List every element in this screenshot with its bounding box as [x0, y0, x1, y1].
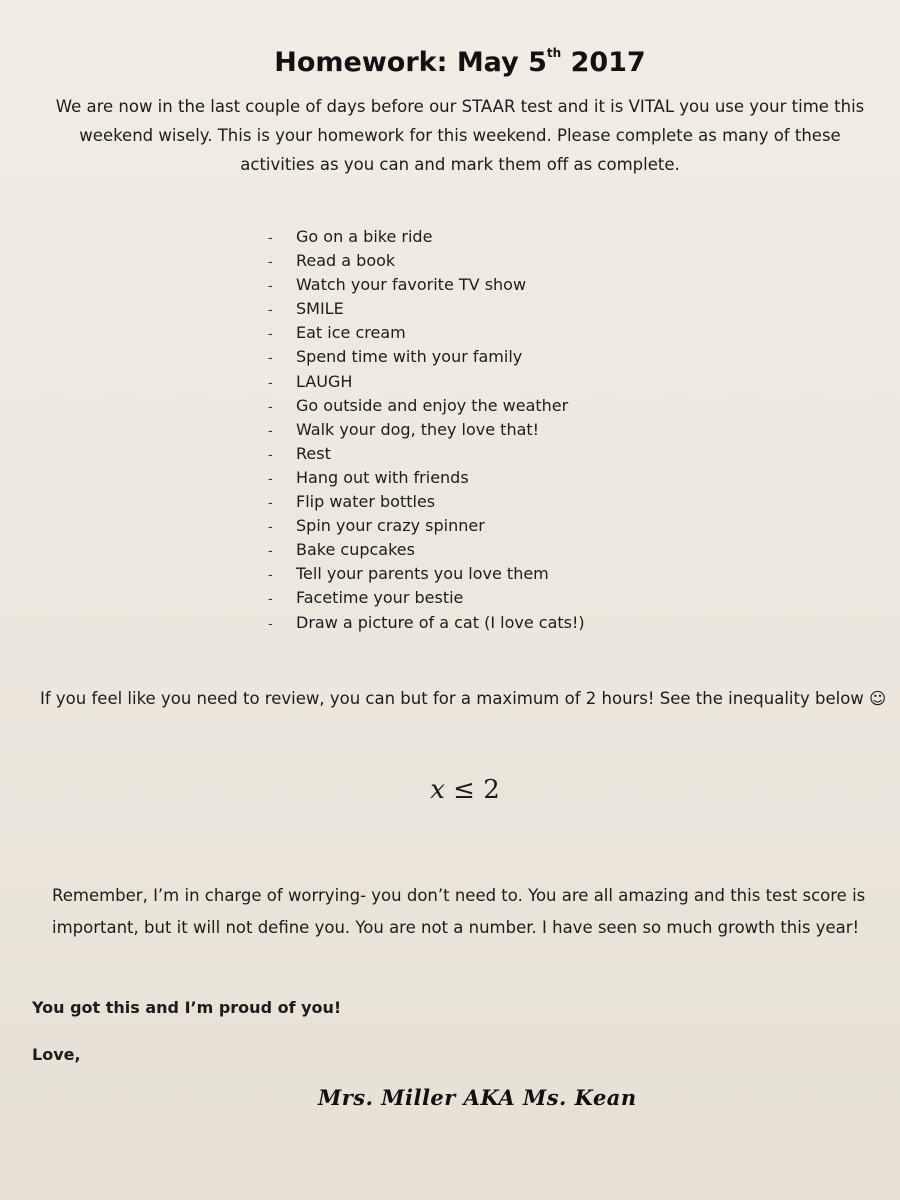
activity-item — [268, 297, 585, 321]
activity-label: Watch your favorite TV show — [296, 275, 527, 295]
bullet-dash: - — [268, 520, 273, 536]
activity-item — [268, 466, 585, 490]
activity-list — [268, 225, 585, 635]
bullet-dash: - — [268, 544, 273, 560]
activity-item — [268, 514, 585, 538]
activity-label: Go on a bike ride — [296, 227, 433, 246]
activity-label: Draw a picture of a cat (I love cats!) — [296, 612, 585, 632]
activity-item — [268, 562, 585, 586]
bullet-dash: - — [268, 375, 273, 391]
activity-label: Facetime your bestie — [296, 588, 464, 608]
bullet-dash: - — [268, 303, 273, 319]
activity-item — [268, 370, 585, 394]
activity-item — [268, 442, 585, 466]
bullet-dash: - — [268, 447, 273, 463]
activity-label: Read a book — [296, 251, 396, 271]
bullet-dash: - — [268, 496, 273, 512]
inequality-variable: x — [430, 775, 445, 805]
bullet-dash: - — [268, 399, 273, 415]
activity-item — [268, 321, 585, 345]
signature: Mrs. Miller AKA Ms. Kean — [318, 1085, 637, 1110]
activity-item — [268, 586, 585, 610]
activity-label: Rest — [296, 443, 331, 463]
activity-label: Go outside and enjoy the weather — [296, 395, 569, 415]
title-ordinal-suffix: th — [546, 46, 562, 60]
activity-label: Spin your crazy spinner — [296, 516, 485, 536]
activity-label: Flip water bottles — [296, 492, 436, 512]
activity-label: LAUGH — [296, 371, 353, 391]
activity-item — [268, 225, 585, 249]
review-note: If you feel like you need to review, you can but for a maximum of 2 hours! See the inequality below ☺ — [40, 689, 887, 708]
bullet-dash: - — [268, 592, 273, 608]
bullet-dash: - — [268, 423, 273, 439]
bullet-dash: - — [268, 327, 273, 343]
proud-statement: You got this and I’m proud of you! — [32, 998, 342, 1017]
activity-label: Tell your parents you love them — [296, 564, 549, 584]
activity-item — [268, 538, 585, 562]
closing-paragraph — [52, 880, 900, 944]
activity-item — [268, 345, 585, 369]
love-salutation: Love, — [32, 1045, 81, 1064]
title-year: 2017 — [570, 47, 646, 78]
title-date: Homework: May 5 — [274, 47, 547, 78]
activity-label: Walk your dog, they love that! — [296, 419, 540, 439]
activity-item — [268, 249, 585, 273]
inequality-operator: ≤ — [453, 775, 475, 805]
page-title — [0, 46, 900, 78]
bullet-dash: - — [268, 231, 273, 246]
activity-label: SMILE — [296, 299, 344, 319]
activity-item — [268, 490, 585, 514]
activity-item — [268, 418, 585, 442]
closing-line: important, but it will not define you. You are not a number. I have seen so much growth this year! — [52, 918, 860, 937]
bullet-dash: - — [268, 279, 273, 295]
activity-item — [268, 611, 585, 635]
activity-label: Spend time with your family — [296, 347, 523, 367]
closing-line: Remember, I’m in charge of worrying- you don’t need to. You are all amazing and this test score is — [52, 886, 866, 905]
bullet-dash: - — [268, 471, 273, 487]
bullet-dash: - — [268, 616, 273, 632]
bullet-dash: - — [268, 255, 273, 271]
activity-item — [268, 394, 585, 418]
activity-label: Eat ice cream — [296, 323, 406, 343]
inequality-value: 2 — [483, 775, 500, 805]
bullet-dash: - — [268, 351, 273, 367]
intro-paragraph: We are now in the last couple of days before our STAAR test and it is VITAL you use your time this weekend wisely. This is your homework for this weekend. Please complete as many of these activities as you can and mark them off as complete. — [55, 97, 865, 174]
bullet-dash: - — [268, 568, 273, 584]
activity-label: Hang out with friends — [296, 467, 469, 487]
inequality — [0, 775, 900, 805]
activity-label: Bake cupcakes — [296, 540, 415, 560]
activity-item — [268, 273, 585, 297]
